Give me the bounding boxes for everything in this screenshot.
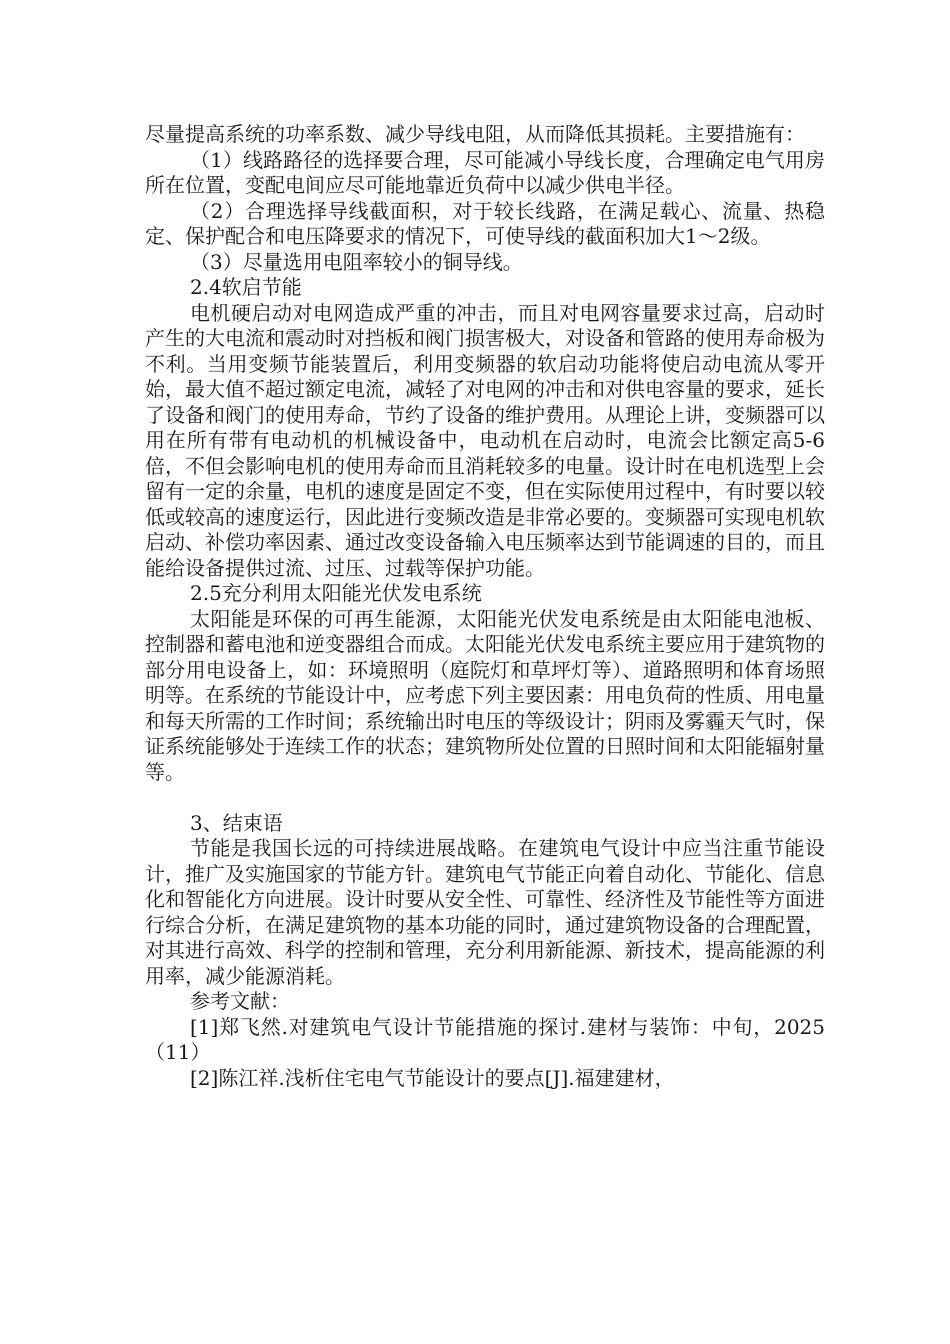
- reference-item-1: [1]郑飞然.对建筑电气设计节能措施的探讨.建材与装饰：中旬，2025（11）: [145, 1014, 825, 1064]
- paragraph-solar: 太阳能是环保的可再生能源，太阳能光伏发电系统是由太阳能电池板、控制器和蓄电池和逆变器组合而成。太阳能光伏发电系统主要应用于建筑物的部分用电设备上，如：环境照明（庭院灯和草坪灯等）、道路照明和体育场照明等。在系统的节能设计中，应考虑下列主要因素：用电负荷的性质、用电量和每天所需的工作时间；系统输出时电压的等级设计；阴雨及雾霾天气时，保证系统能够处于连续工作的状态；建筑物所处位置的日照时间和太阳能辐射量等。: [145, 606, 825, 784]
- paragraph-measure-1: （1）线路路径的选择要合理，尽可能减小导线长度，合理确定电气用房所在位置，变配电间应尽可能地靠近负荷中以减少供电半径。: [145, 147, 825, 197]
- paragraph-measure-3: （3）尽量选用电阻率较小的铜导线。: [190, 249, 523, 274]
- section-heading-2-5: 2.5充分利用太阳能光伏发电系统: [190, 581, 482, 605]
- references-heading: 参考文献：: [190, 989, 290, 1013]
- section-heading-conclusion: 3、结束语: [190, 810, 283, 835]
- section-heading-2-4: 2.4软启节能: [190, 275, 302, 299]
- blank-line: [145, 785, 825, 811]
- document-page: [145, 122, 825, 1091]
- paragraph-measure-2: （2）合理选择导线截面积，对于较长线路，在满足载心、流量、热稳定、保护配合和电压降要求的情况下，可使导线的截面积加大1～2级。: [145, 198, 825, 248]
- reference-item-2: [2]陈江祥.浅析住宅电气节能设计的要点[J].福建建材，: [190, 1065, 675, 1090]
- paragraph-conclusion: 节能是我国长远的可持续进展战略。在建筑电气设计中应当注重节能设计，推广及实施国家的节能方针。建筑电气节能正向着自动化、节能化、信息化和智能化方向进展。设计时要从安全性、可靠性、经济性及节能性等方面进行综合分析，在满足建筑物的基本功能的同时，通过建筑物设备的合理配置，对其进行高效、科学的控制和管理，充分利用新能源、新技术，提高能源的利用率，减少能源消耗。: [145, 836, 825, 988]
- paragraph-soft-start: 电机硬启动对电网造成严重的冲击，而且对电网容量要求过高，启动时产生的大电流和震动时对挡板和阀门损害极大，对设备和管路的使用寿命极为不利。当用变频节能装置后，利用变频器的软启动功能将使启动电流从零开始，最大值不超过额定电流，减轻了对电网的冲击和对供电容量的要求，延长了设备和阀门的使用寿命，节约了设备的维护费用。从理论上讲，变频器可以用在所有带有电动机的机械设备中，电动机在启动时，电流会比额定高5-6倍，不但会影响电机的使用寿命而且消耗较多的电量。设计时在电机选型上会留有一定的余量，电机的速度是固定不变，但在实际使用过程中，有时要以较低或较高的速度运行，因此进行变频改造是非常必要的。变频器可实现电机软启动、补偿功率因素、通过改变设备输入电压频率达到节能调速的目的，而且能给设备提供过流、过压、过载等保护功能。: [145, 300, 825, 580]
- paragraph-intro-continuation: 尽量提高系统的功率系数、减少导线电阻，从而降低其损耗。主要措施有：: [145, 122, 805, 146]
